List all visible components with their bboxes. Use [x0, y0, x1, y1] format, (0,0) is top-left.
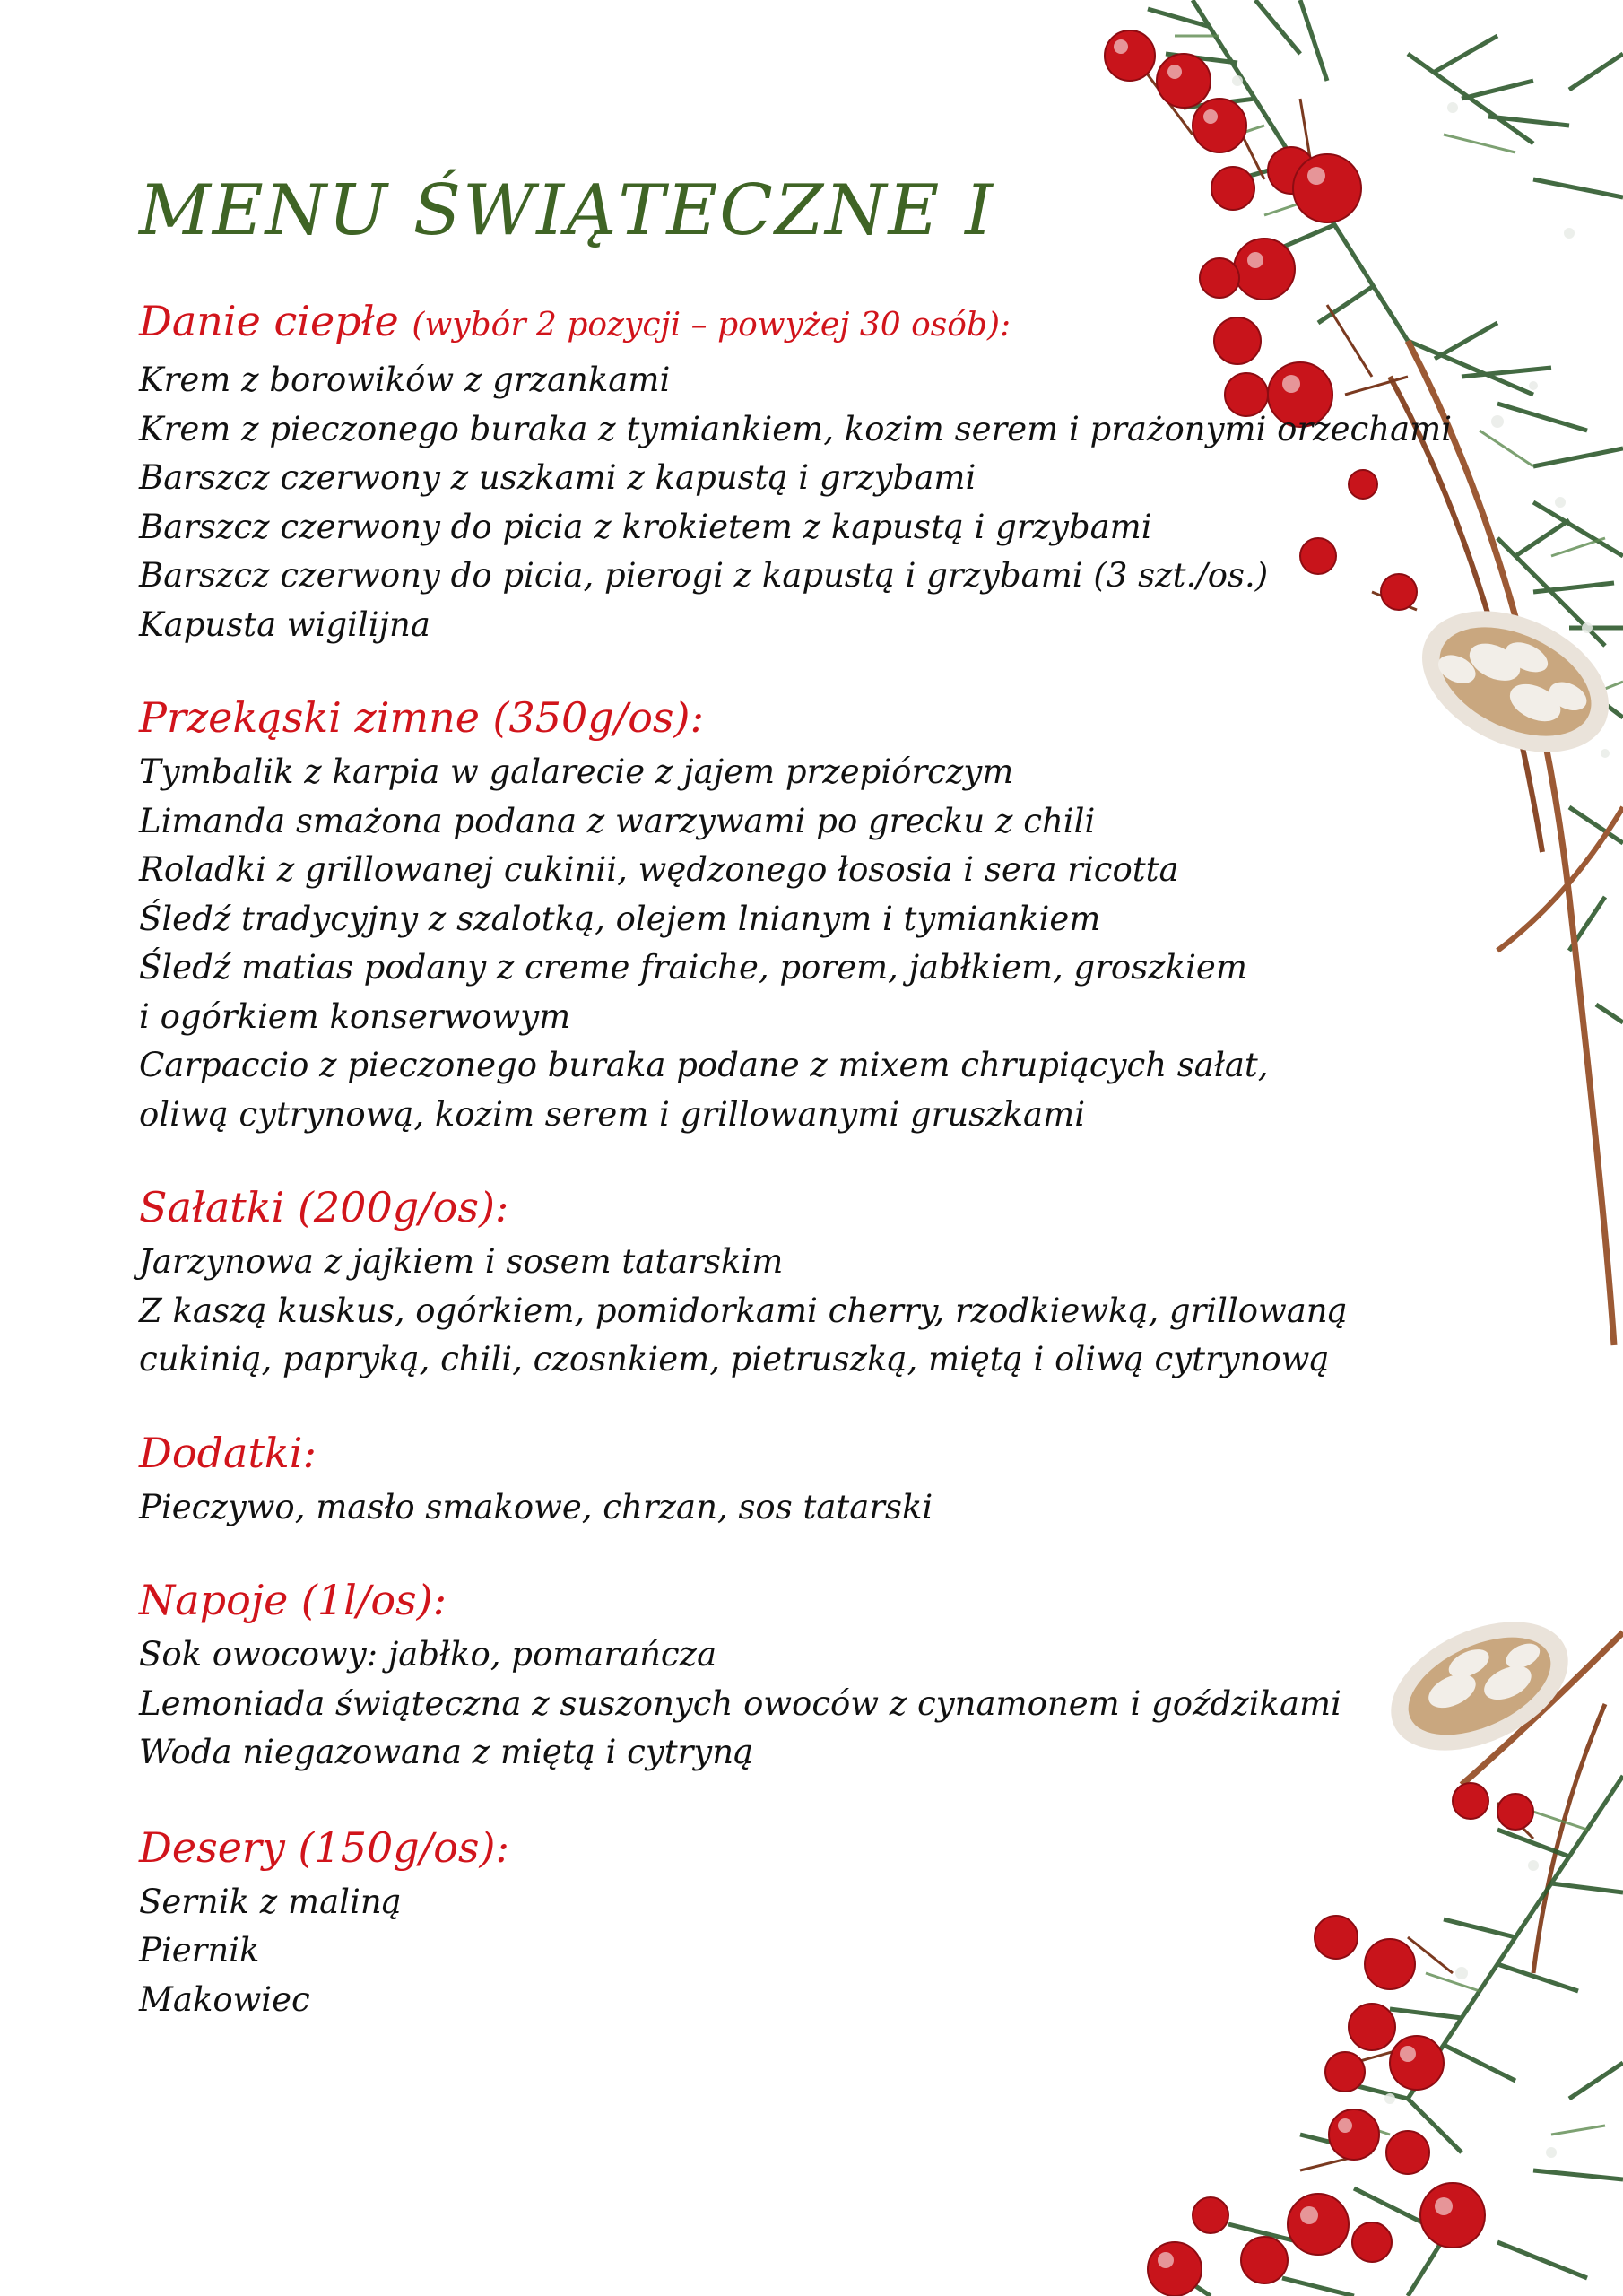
menu-title: MENU ŚWIĄTECZNE I: [139, 170, 994, 251]
menu-item: Woda niegazowana z miętą i cytryną: [139, 1733, 754, 1771]
menu-content: [139, 170, 1453, 2067]
section-cold-appetizers: [139, 692, 1323, 1139]
menu-item-list: [139, 1238, 1348, 1385]
menu-item: oliwą cytrynową, kozim serem i grillowanymi gruszkami: [139, 1094, 1086, 1134]
section-desserts: [139, 1822, 1323, 2025]
section-heading: Przekąski zimne (350g/os):: [139, 693, 704, 742]
menu-item: Roladki z grillowanej cukinii, wędzonego łososia i sera ricotta: [139, 850, 1179, 889]
section-heading: Napoje (1l/os):: [139, 1576, 447, 1624]
menu-item: Piernik: [139, 1931, 260, 1970]
menu-item: Sernik z maliną: [139, 1882, 402, 1921]
menu-item: Barszcz czerwony do picia, pierogi z kapustą i grzybami (3 szt./os.): [139, 556, 1269, 595]
menu-item: cukinią, papryką, chili, czosnkiem, pietruszką, miętą i oliwą cytrynową: [139, 1340, 1330, 1378]
menu-item: Sok owocowy: jabłko, pomarańcza: [139, 1635, 717, 1674]
menu-item: Śledź matias podany z creme fraiche, porem, jabłkiem, groszkiem: [139, 948, 1247, 987]
menu-item: Limanda smażona podana z warzywami po grecku z chili: [139, 801, 1096, 840]
section-heading: Desery (150g/os):: [139, 1822, 509, 1872]
section-note: (wybór 2 pozycji – powyżej 30 osób):: [412, 307, 1011, 344]
menu-item: Śledź tradycyjny z szalotką, olejem lnianym i tymiankiem: [139, 899, 1101, 938]
section-salads: [139, 1182, 1348, 1385]
menu-item: Krem z borowików z grzankami: [139, 361, 671, 399]
menu-item-list: [139, 1878, 1323, 2025]
menu-item: Krem z pieczonego buraka z tymiankiem, kozim serem i prażonymi orzechami: [139, 409, 1453, 448]
menu-item-list: [139, 1483, 1323, 1533]
menu-item: Tymbalik z karpia w galarecie z jajem przepiórczym: [139, 752, 1014, 791]
section-hot-dishes: [139, 296, 1453, 649]
menu-item: Lemoniada świąteczna z suszonych owoców z cynamonem i goździkami: [139, 1683, 1341, 1723]
menu-item: Barszcz czerwony do picia z krokietem z kapustą i grzybami: [139, 507, 1152, 546]
menu-item: Z kaszą kuskus, ogórkiem, pomidorkami cherry, rzodkiewką, grillowaną: [139, 1291, 1348, 1330]
section-drinks: [139, 1575, 1341, 1778]
menu-item: Jarzynowa z jajkiem i sosem tatarskim: [139, 1242, 784, 1281]
menu-item-list: [139, 356, 1453, 649]
menu-item: Carpaccio z pieczonego buraka podane z mixem chrupiących sałat,: [139, 1046, 1269, 1084]
menu-item: Pieczywo, masło smakowe, chrzan, sos tatarski: [139, 1487, 933, 1526]
section-heading-text: Danie ciepłe: [139, 297, 399, 345]
menu-item: Kapusta wigilijna: [139, 604, 430, 644]
section-heading: Sałatki (200g/os):: [139, 1183, 509, 1231]
section-heading: Dodatki:: [139, 1428, 317, 1477]
section-sides: [139, 1428, 1323, 1533]
menu-item-list: [139, 1631, 1341, 1778]
section-heading: [139, 296, 1323, 351]
menu-item-list: [139, 748, 1323, 1139]
menu-item: i ogórkiem konserwowym: [139, 996, 571, 1036]
menu-item: Barszcz czerwony z uszkami z kapustą i grzybami: [139, 458, 976, 497]
menu-item: Makowiec: [139, 1979, 310, 2019]
